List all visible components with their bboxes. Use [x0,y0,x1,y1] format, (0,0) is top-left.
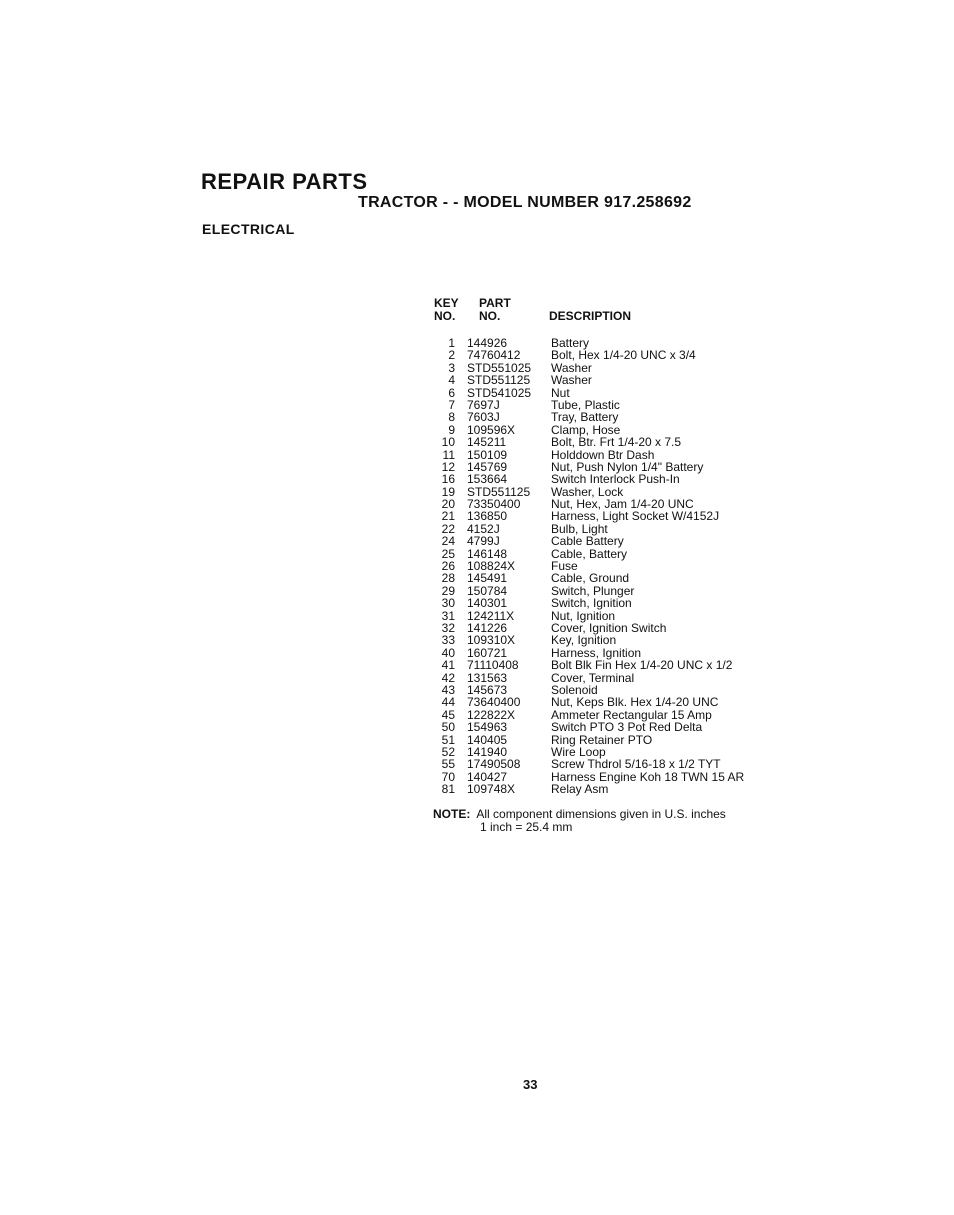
part-number: 73350400 [467,497,521,512]
part-description: Fuse [551,559,578,574]
part-description: Cable, Ground [551,571,630,586]
part-number: 109596X [467,422,516,437]
key-number: 8 [448,410,455,425]
part-description: Key, Ignition [551,633,617,648]
table-row [420,436,780,448]
key-number: 51 [441,732,455,747]
key-number: 7 [448,397,455,412]
part-number: 108824X [467,559,516,574]
table-row [420,572,780,584]
key-number: 3 [448,360,455,375]
key-number: 52 [441,744,455,759]
part-number: 145211 [467,435,507,450]
table-row [420,349,780,361]
part-description: Harness Engine Koh 18 TWN 15 AR [551,769,745,784]
column-header-part-line1: PART [479,296,511,310]
part-number: 145673 [467,682,508,697]
key-number: 1 [448,336,455,350]
part-description: Washer [551,373,592,388]
part-description: Bulb, Light [551,521,608,536]
part-description: Nut, Keps Blk. Hex 1/4-20 UNC [551,695,719,710]
part-description: Tube, Plastic [551,397,620,412]
part-description: Cable Battery [551,534,624,549]
table-row [420,634,780,646]
key-number: 29 [441,583,455,598]
part-description: Wire Loop [551,744,606,759]
part-description: Clamp, Hose [551,422,621,437]
part-description: Solenoid [551,682,598,697]
parts-list [420,337,780,795]
table-row [420,510,780,522]
key-number: 70 [441,769,455,784]
part-description: Nut, Ignition [551,608,616,623]
part-number: 122822X [467,707,516,722]
part-number: 73640400 [467,695,521,710]
key-number: 12 [441,459,455,474]
key-number: 26 [441,559,455,574]
table-row [420,374,780,386]
table-row [420,597,780,609]
part-description: Washer [551,360,592,375]
part-description: Cable, Battery [551,546,628,561]
table-row [420,659,780,671]
part-description: Switch, Ignition [551,596,632,611]
key-number: 20 [441,497,455,512]
part-number: 4799J [467,534,500,549]
part-number: 141226 [467,620,508,635]
key-number: 19 [441,484,455,499]
part-number: 140405 [467,732,508,747]
key-number: 4 [448,373,455,388]
key-number: 40 [441,645,455,660]
key-number: 81 [441,782,455,797]
table-row [420,473,780,485]
table-row [420,696,780,708]
column-header-description: DESCRIPTION [549,309,632,323]
part-number: 109748X [467,782,516,797]
key-number: 21 [441,509,455,524]
part-number: 150784 [467,583,508,598]
key-number: 44 [441,695,455,710]
part-description: Bolt, Hex 1/4-20 UNC x 3/4 [551,348,696,363]
part-number: 144926 [467,336,508,350]
key-number: 55 [441,757,455,772]
part-number: 71110408 [467,658,519,673]
note-line-2: 1 inch = 25.4 mm [480,820,573,834]
part-description: Nut, Push Nylon 1/4" Battery [551,459,704,474]
part-number: 7603J [467,410,500,425]
part-description: Tray, Battery [551,410,619,425]
key-number: 9 [448,422,455,437]
part-number: 131563 [467,670,508,685]
part-number: 146148 [467,546,508,561]
table-row [420,758,780,770]
part-number: 153664 [467,472,508,487]
part-description: Harness, Ignition [551,645,642,660]
key-number: 41 [441,658,455,673]
page-number: 33 [523,1077,538,1092]
part-number: 4152J [467,521,500,536]
table-row [420,721,780,733]
key-number: 6 [448,385,455,400]
key-number: 33 [441,633,455,648]
key-number: 28 [441,571,455,586]
part-description: Switch, Plunger [551,583,635,598]
key-number: 11 [442,447,455,462]
part-description: Ammeter Rectangular 15 Amp [551,707,712,722]
part-description: Bolt Blk Fin Hex 1/4-20 UNC x 1/2 [551,658,733,673]
part-number: STD551125 [467,484,531,499]
part-description: Harness, Light Socket W/4152J [551,509,720,524]
key-number: 32 [441,620,455,635]
part-description: Holddown Btr Dash [551,447,655,462]
part-number: 145769 [467,459,508,474]
part-description: Switch PTO 3 Pot Red Delta [551,720,703,735]
part-description: Washer, Lock [551,484,624,499]
table-row [420,411,780,423]
part-description: Nut [551,385,570,400]
part-description: Ring Retainer PTO [551,732,653,747]
part-description: Nut, Hex, Jam 1/4-20 UNC [551,497,694,512]
key-number: 2 [448,348,455,363]
key-number: 43 [441,682,455,697]
key-number: 30 [441,596,455,611]
part-number: 17490508 [467,757,521,772]
key-number: 10 [441,435,455,450]
part-number: 160721 [467,645,508,660]
part-number: 109310X [467,633,516,648]
section-heading: ELECTRICAL [202,221,295,237]
table-row [420,783,780,795]
part-number: STD551125 [467,373,531,388]
column-header-key-line2: NO. [434,309,456,323]
dimensions-note [433,808,726,834]
column-header-part-line2: NO. [479,309,501,323]
part-number: 150109 [467,447,508,462]
part-description: Bolt, Btr. Frt 1/4-20 x 7.5 [551,435,682,450]
part-number: 136850 [467,509,508,524]
part-description: Cover, Terminal [551,670,635,685]
key-number: 22 [441,521,455,536]
note-label: NOTE: [433,807,471,821]
key-number: 24 [441,534,455,549]
part-number: 124211X [467,608,515,623]
key-number: 45 [441,707,455,722]
part-description: Relay Asm [551,782,609,797]
part-number: STD551025 [467,360,532,375]
key-number: 50 [441,720,455,735]
key-number: 25 [441,546,455,561]
table-row [420,535,780,547]
part-description: Cover, Ignition Switch [551,620,667,635]
part-number: 145491 [467,571,508,586]
part-description: Switch Interlock Push-In [551,472,680,487]
key-number: 31 [441,608,455,623]
part-number: 140427 [467,769,508,784]
key-number: 42 [441,670,455,685]
note-line-1: All component dimensions given in U.S. inches [476,807,726,821]
part-number: STD541025 [467,385,532,400]
part-number: 141940 [467,744,508,759]
part-number: 74760412 [467,348,521,363]
part-number: 154963 [467,720,508,735]
column-header-key-line1: KEY [434,296,459,310]
part-description: Battery [551,336,590,350]
part-number: 140301 [467,596,508,611]
page-title: REPAIR PARTS [201,169,368,194]
key-number: 16 [441,472,455,487]
part-description: Screw Thdrol 5/16-18 x 1/2 TYT [551,757,721,772]
part-number: 7697J [467,397,500,412]
model-subtitle: TRACTOR - - MODEL NUMBER 917.258692 [358,194,692,211]
